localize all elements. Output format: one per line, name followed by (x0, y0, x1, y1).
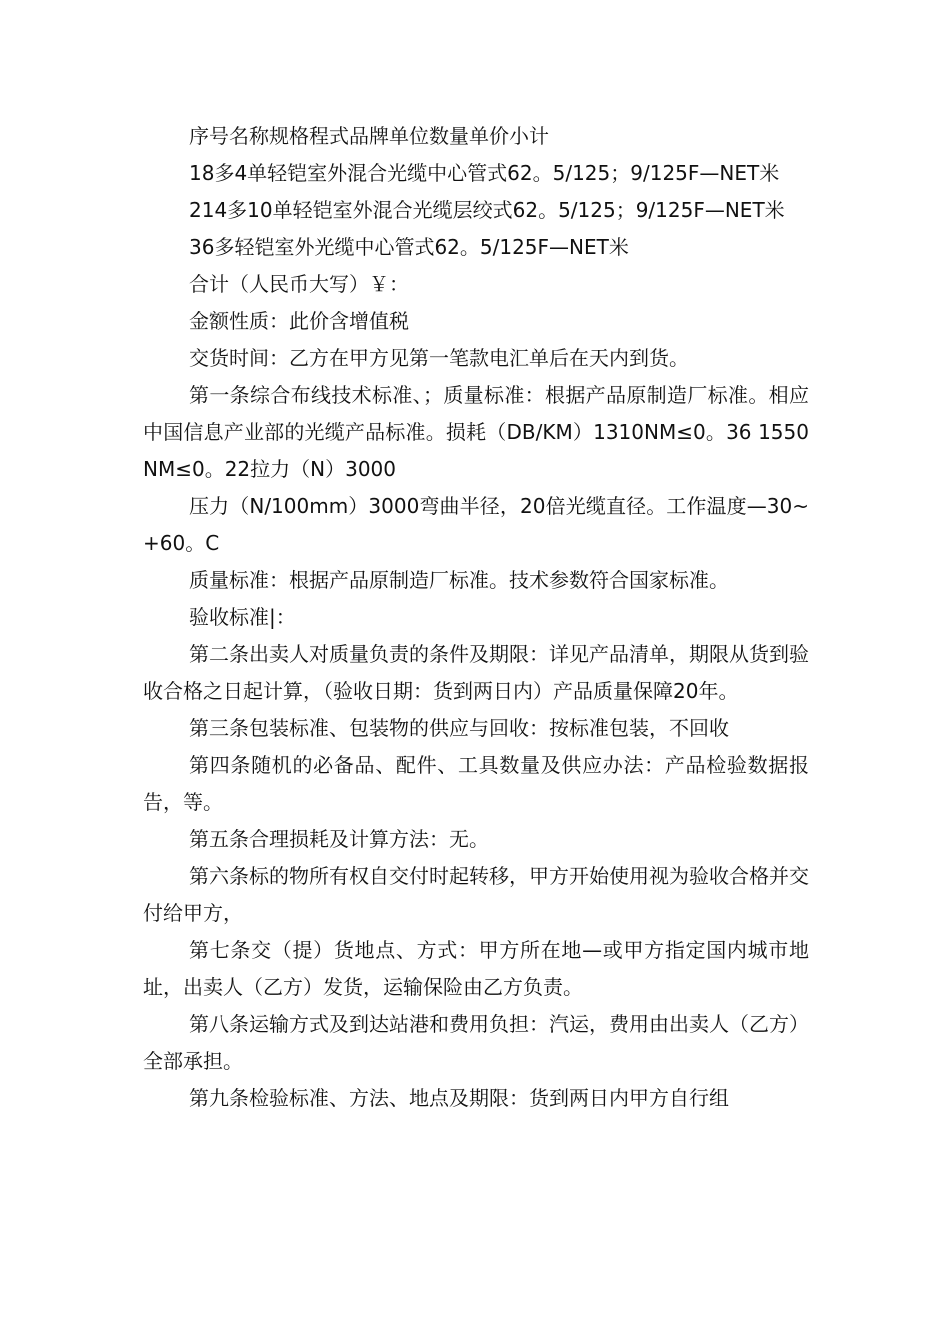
clause-5: 第五条合理损耗及计算方法：无。 (189, 827, 489, 851)
total-amount: 合计（人民币大写）￥： (189, 272, 409, 296)
item-table-header: 序号名称规格程式品牌单位数量单价小计 (189, 124, 549, 148)
clause-7: 第七条交（提）货地点、方式：甲方所在地—或甲方指定国内城市地址，出卖人（乙方）发货，运输保险由乙方负责。 (143, 938, 809, 999)
item-row-3: 36多轻铠室外光缆中心管式62。5/125F—NET米 (189, 235, 629, 259)
clause-1: 第一条综合布线技术标准、；质量标准：根据产品原制造厂标准。相应中国信息产业部的光缆产品标准。损耗（DB/KM）1310NM≤0。36 1550NM≤0。22拉力（N）3000 (143, 383, 809, 481)
quality-standard: 质量标准：根据产品原制造厂标准。技术参数符合国家标准。 (189, 568, 729, 592)
item-row-1: 18多4单轻铠室外混合光缆中心管式62。5/125；9/125F—NET米 (189, 161, 780, 185)
clause-1-pressure: 压力（N/100mm）3000弯曲半径，20倍光缆直径。工作温度—30~+60。C (143, 494, 809, 555)
clause-6: 第六条标的物所有权自交付时起转移，甲方开始使用视为验收合格并交付给甲方， (143, 864, 809, 925)
clause-4: 第四条随机的必备品、配件、工具数量及供应办法：产品检验数据报告，等。 (143, 753, 809, 814)
delivery-time: 交货时间：乙方在甲方见第一笔款电汇单后在天内到货。 (189, 346, 689, 370)
clause-3: 第三条包装标准、包装物的供应与回收：按标准包装，不回收 (189, 716, 729, 740)
clause-8: 第八条运输方式及到达站港和费用负担：汽运，费用由出卖人（乙方）全部承担。 (143, 1012, 809, 1073)
document-body (143, 118, 809, 1117)
acceptance-standard: 验收标准|： (189, 605, 296, 629)
clause-9: 第九条检验标准、方法、地点及期限：货到两日内甲方自行组 (189, 1086, 729, 1110)
item-row-2: 214多10单轻铠室外混合光缆层绞式62。5/125；9/125F—NET米 (189, 198, 785, 222)
amount-nature: 金额性质：此价含增值税 (189, 309, 409, 333)
clause-2: 第二条出卖人对质量负责的条件及期限：详见产品清单，期限从货到验收合格之日起计算，（验收日期：货到两日内）产品质量保障20年。 (143, 642, 809, 703)
